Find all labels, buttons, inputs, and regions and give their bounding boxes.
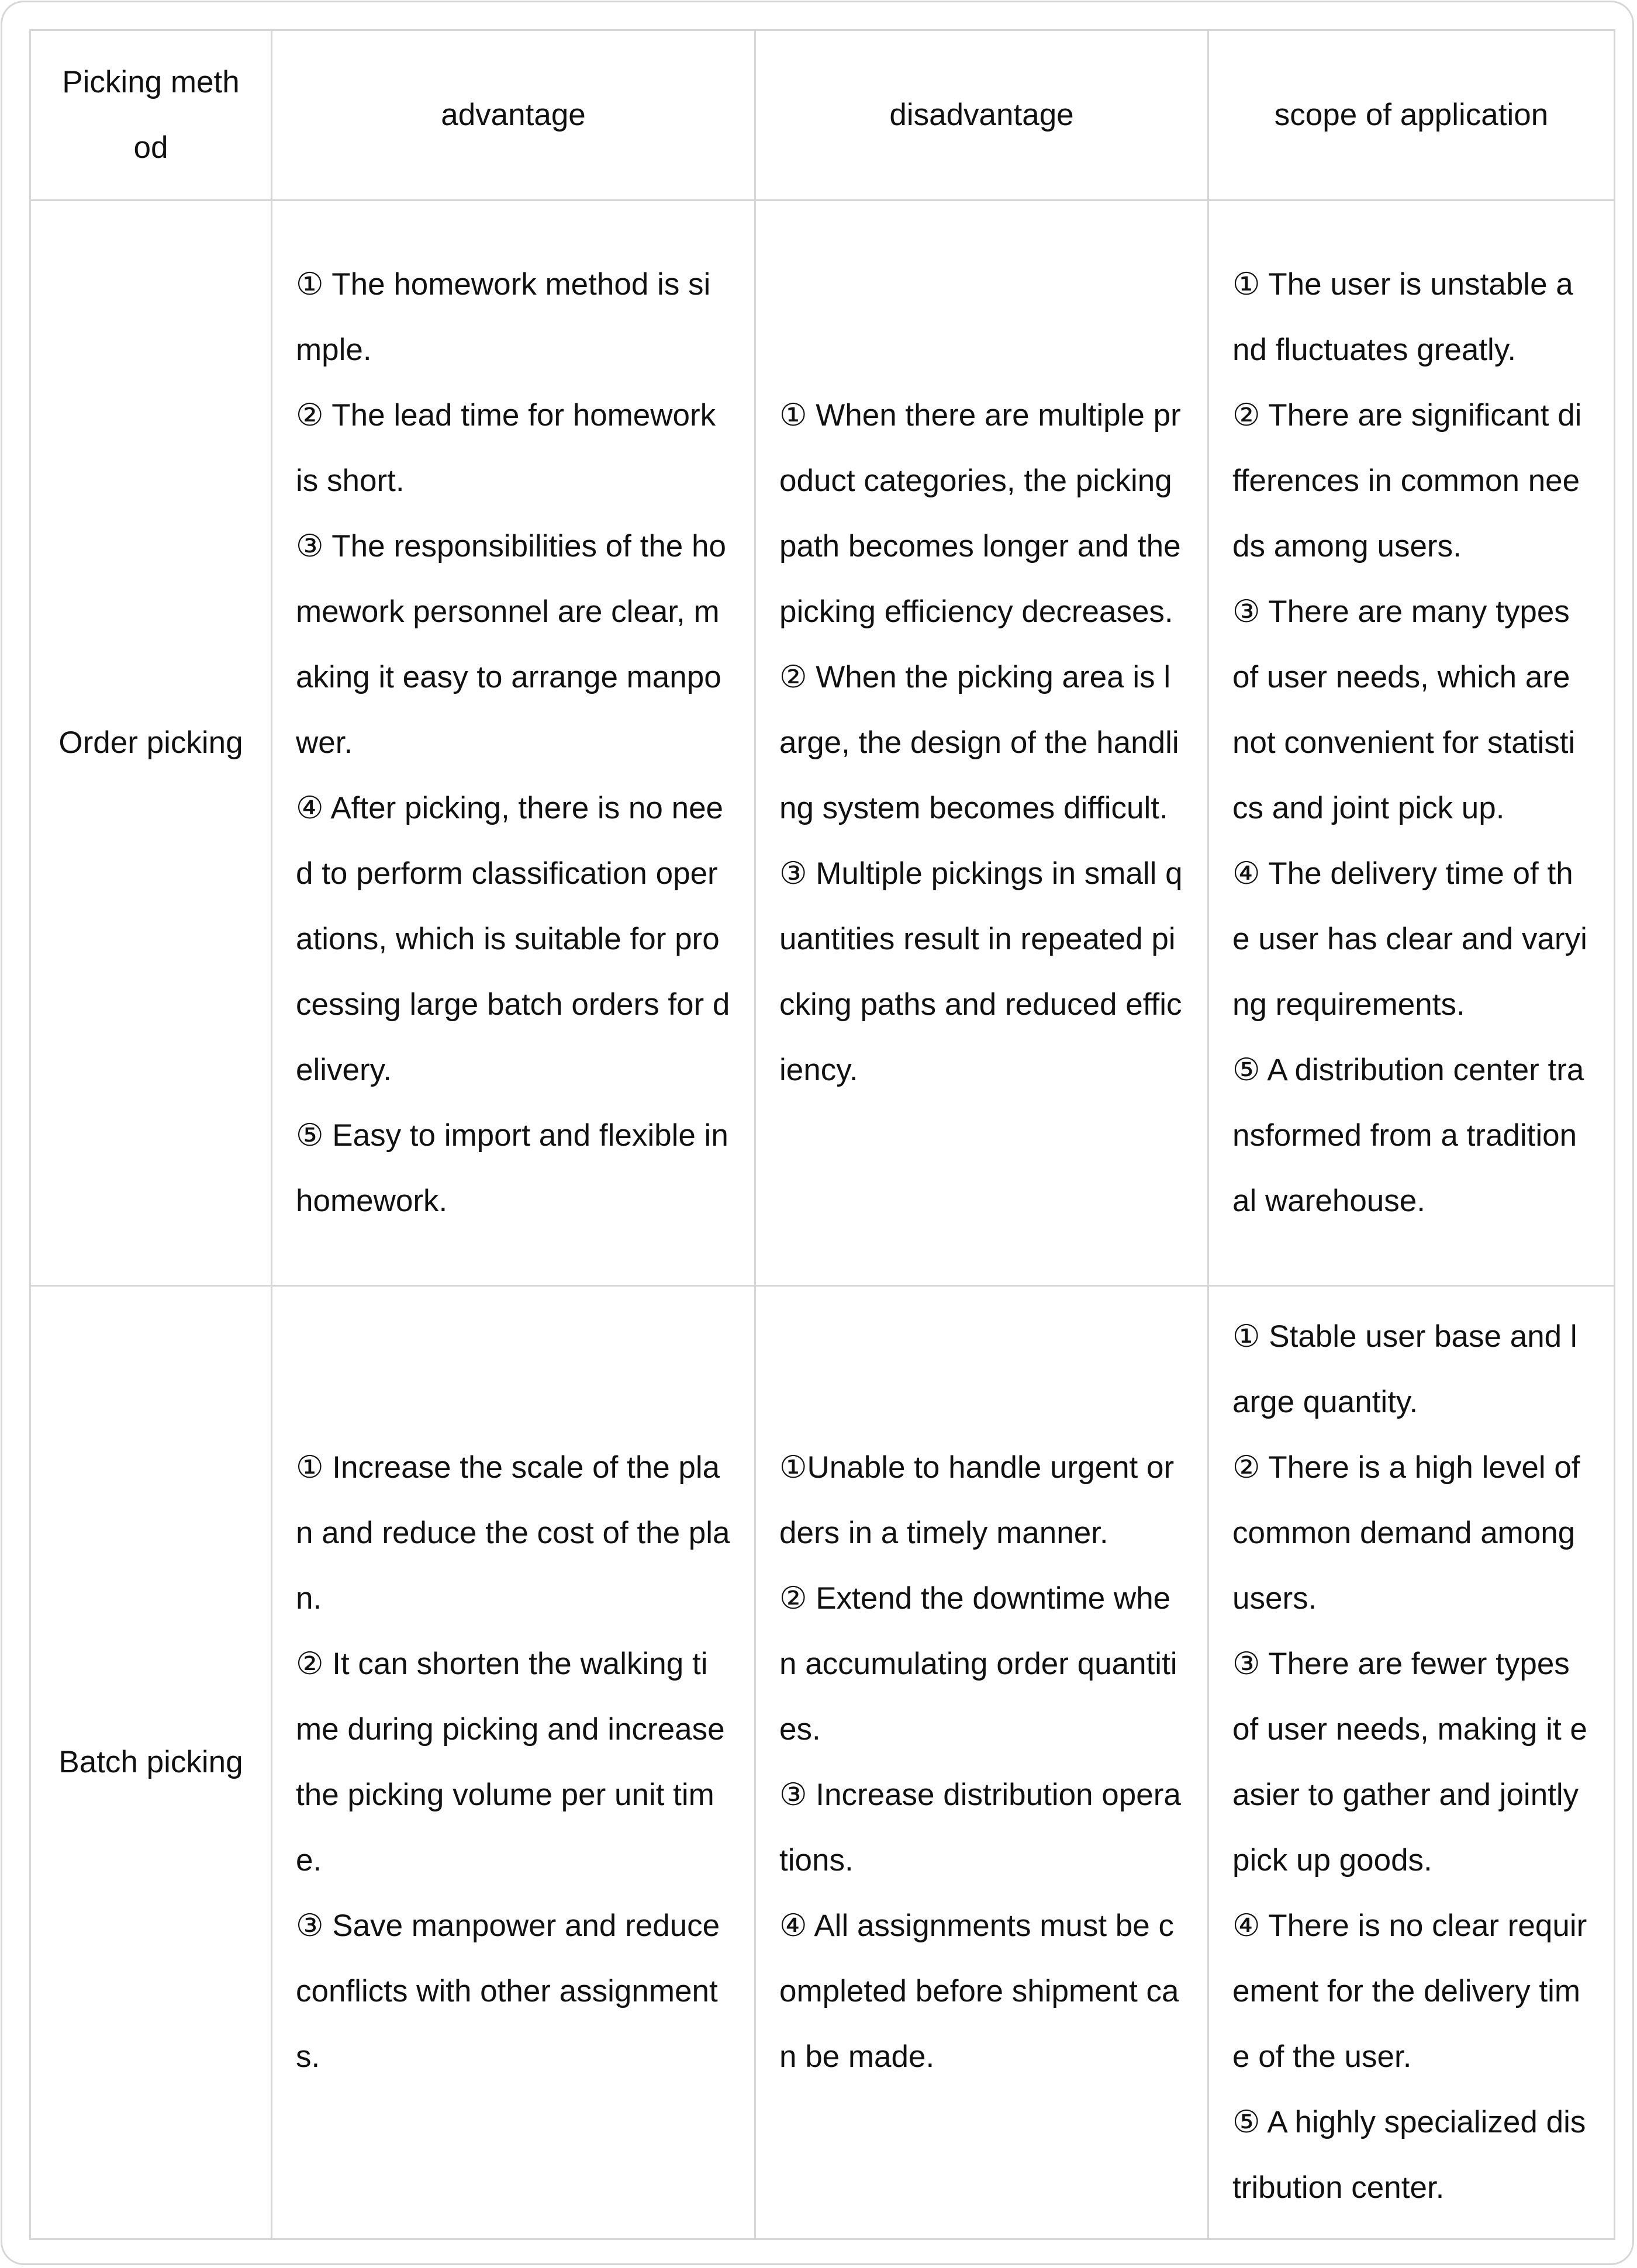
table-card: [1, 1, 1634, 2265]
list-item: ② The lead time for homework is short.: [296, 398, 716, 498]
list-item: ④ All assignments must be completed before shipment can be made.: [779, 1909, 1179, 2074]
method-cell: Order picking: [30, 200, 272, 1286]
list-item: ④ After picking, there is no need to perform classification operations, which is suitable for processing large batch orders for delivery.: [296, 791, 730, 1087]
list-item: ④ There is no clear requirement for the delivery time of the user.: [1232, 1909, 1587, 2074]
table-row-order-picking: [30, 200, 1615, 1286]
list-item: ③ Multiple pickings in small quantities result in repeated picking paths and reduced efficiency.: [779, 856, 1183, 1087]
list-item: ⑤ Easy to import and flexible in homework.: [296, 1118, 728, 1218]
list-item: ③ Save manpower and reduce conflicts with other assignments.: [296, 1909, 720, 2074]
method-cell: Batch picking: [30, 1286, 272, 2239]
list-item: ① The user is unstable and fluctuates greatly.: [1232, 267, 1573, 367]
scope-cell: [1208, 200, 1615, 1286]
list-item: ② There is a high level of common demand among users.: [1232, 1450, 1580, 1616]
list-item: ② When the picking area is large, the design of the handling system becomes difficult.: [779, 660, 1179, 825]
list-item: ② There are significant differences in common needs among users.: [1232, 398, 1582, 563]
list-item: ③ There are many types of user needs, which are not convenient for statistics and joint pick up.: [1232, 594, 1576, 825]
list-item: ① Stable user base and large quantity.: [1232, 1319, 1577, 1419]
list-item: ① Increase the scale of the plan and reduce the cost of the plan.: [296, 1450, 730, 1616]
disadvantage-cell: [755, 1286, 1208, 2239]
header-row: [30, 30, 1615, 200]
disadvantage-cell: [755, 200, 1208, 1286]
advantage-cell: [272, 200, 755, 1286]
list-item: ① When there are multiple product categories, the picking path becomes longer and the picking efficiency decreases.: [779, 398, 1181, 629]
list-item: ⑤ A highly specialized distribution center.: [1232, 2105, 1586, 2205]
list-item: ③ Increase distribution operations.: [779, 1778, 1181, 1878]
list-item: ③ The responsibilities of the homework personnel are clear, making it easy to arrange manpower.: [296, 529, 726, 760]
advantage-cell: [272, 1286, 755, 2239]
scope-cell: [1208, 1286, 1615, 2239]
list-item: ⑤ A distribution center transformed from a traditional warehouse.: [1232, 1053, 1584, 1218]
header-scope-of-application: scope of application: [1208, 30, 1615, 200]
list-item: ④ The delivery time of the user has clear and varying requirements.: [1232, 856, 1587, 1022]
list-item: ② It can shorten the walking time during picking and increase the picking volume per unit time.: [296, 1647, 725, 1878]
header-picking-method: Picking method: [30, 30, 272, 200]
header-advantage: advantage: [272, 30, 755, 200]
table-row-batch-picking: [30, 1286, 1615, 2239]
list-item: ① The homework method is simple.: [296, 267, 711, 367]
list-item: ② Extend the downtime when accumulating order quantities.: [779, 1581, 1177, 1747]
list-item: ③ There are fewer types of user needs, making it easier to gather and jointly pick up goods.: [1232, 1647, 1587, 1878]
header-disadvantage: disadvantage: [755, 30, 1208, 200]
picking-methods-table: [29, 29, 1615, 2240]
list-item: ①Unable to handle urgent orders in a timely manner.: [779, 1450, 1175, 1550]
